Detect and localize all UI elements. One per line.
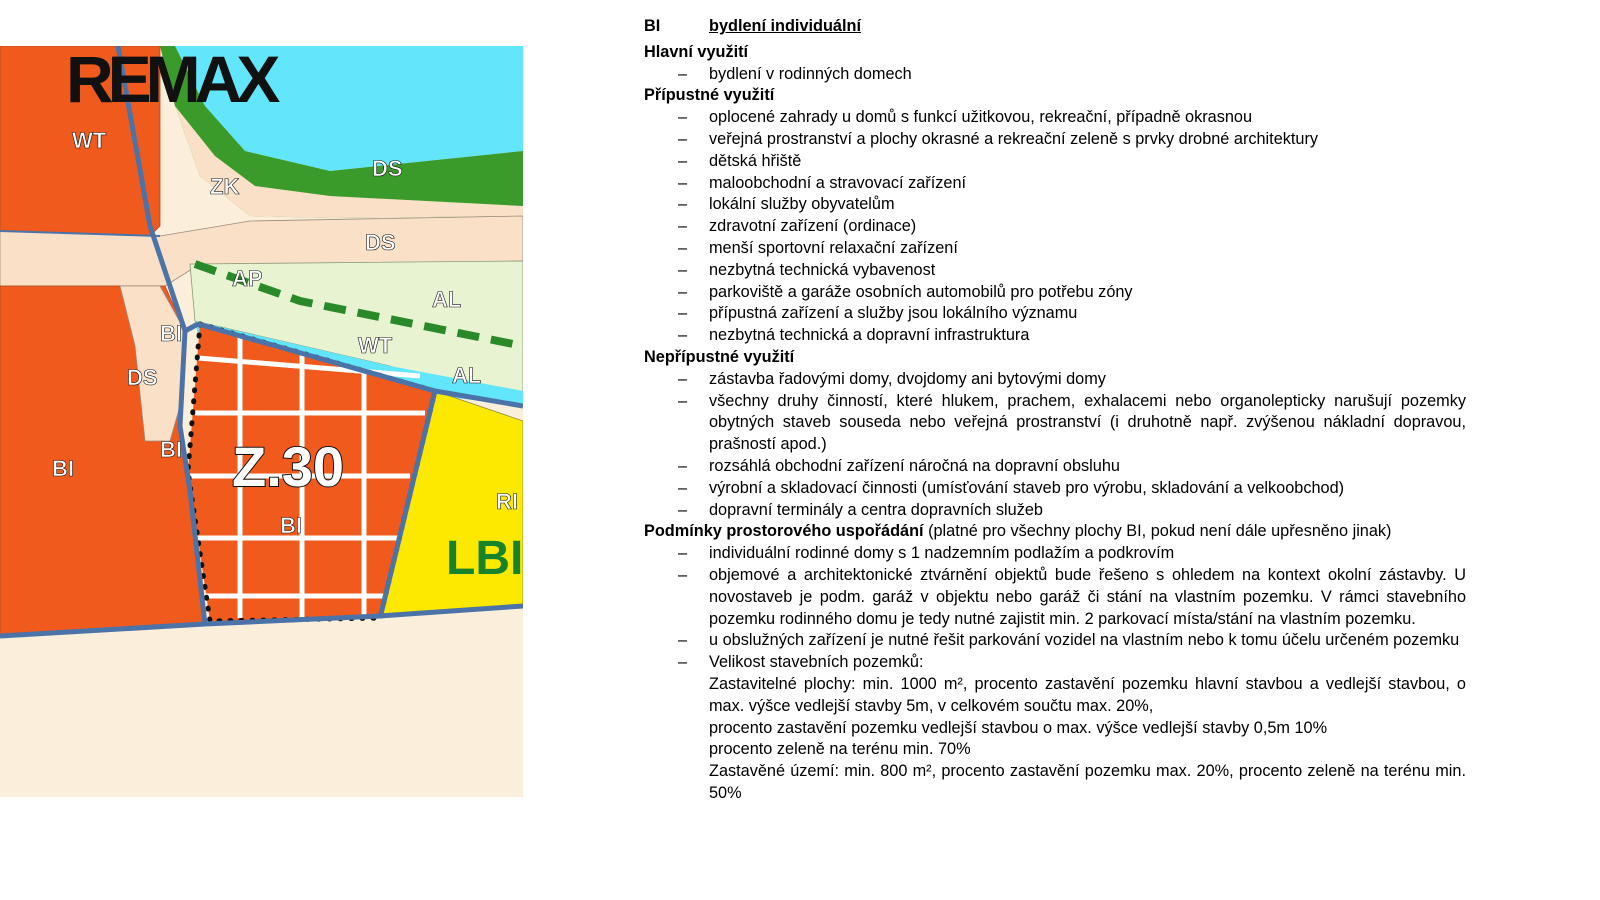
list-item — [644, 565, 1466, 630]
list-item — [644, 151, 1466, 173]
list-item-text: u obslužných zařízení je nutné řešit parkování vozidel na vlastním nebo k tomu účelu určeném pozemku — [709, 631, 1460, 650]
list-item — [644, 652, 1466, 805]
label-bi-center: BI — [280, 513, 302, 538]
dash-bullet: – — [678, 64, 688, 83]
list-item-text: zdravotní zařízení (ordinace) — [709, 217, 917, 236]
list-item — [644, 173, 1466, 195]
list-item — [644, 107, 1466, 129]
dash-bullet: – — [678, 544, 688, 563]
dash-bullet: – — [678, 238, 688, 257]
remax-logo: REMAX — [66, 46, 275, 116]
list-item — [644, 543, 1466, 565]
section-heading: Přípustné využití — [644, 86, 775, 105]
label-ds-mid: DS — [365, 230, 396, 255]
dash-bullet: – — [678, 653, 688, 672]
dash-bullet: – — [678, 195, 688, 214]
label-bi-far-left: BI — [52, 456, 74, 481]
label-ds-top: DS — [372, 156, 403, 181]
dash-bullet: – — [678, 565, 688, 584]
list-item — [644, 129, 1466, 151]
plot-size-line: Zastavěné území: min. 800 m², procento zastavění pozemku max. 20%, procento zeleně na terénu min. 50% — [709, 762, 1466, 802]
conditions-heading-text: Podmínky prostorového uspořádání — [644, 522, 924, 541]
list-item — [644, 456, 1466, 478]
dash-bullet: – — [678, 217, 688, 236]
plot-size-line: procento zastavění pozemku vedlejší stavbou o max. výšce vedlejší stavby 0,5m 10% — [709, 718, 1328, 737]
label-zk: ZK — [210, 174, 240, 199]
list-item-text: maloobchodní a stravovací zařízení — [709, 173, 967, 192]
list-item-text: výrobní a skladovací činnosti (umísťování staveb pro výrobu, skladování a velkoobchod) — [709, 478, 1345, 497]
list-item-text: individuální rodinné domy s 1 nadzemním podlažím a podkrovím — [709, 544, 1175, 563]
list-item — [644, 260, 1466, 282]
label-wt-mid: WT — [358, 333, 393, 358]
dash-bullet: – — [678, 260, 688, 279]
sections-container — [644, 42, 1466, 522]
list-item-text: lokální služby obyvatelům — [709, 195, 895, 214]
list-item — [644, 369, 1466, 391]
dash-bullet: – — [678, 326, 688, 345]
list-item-text: nezbytná technická a dopravní infrastruktura — [709, 326, 1030, 345]
list-item-text: přípustná zařízení a služby jsou lokálního významu — [709, 304, 1078, 323]
regulation-document — [644, 16, 1466, 805]
list-item — [644, 282, 1466, 304]
list-item — [644, 303, 1466, 325]
dash-bullet: – — [678, 391, 688, 410]
conditions-list — [644, 543, 1466, 805]
section-heading: Nepřípustné využití — [644, 347, 795, 366]
list-item-text: Velikost stavebních pozemků: — [709, 653, 924, 672]
document-title — [644, 16, 1466, 38]
label-ap: AP — [232, 266, 263, 291]
list-item-text: dopravní terminály a centra dopravních služeb — [709, 500, 1043, 519]
zone-id-label: Z.30 — [232, 435, 345, 498]
list-item-text: bydlení v rodinných domech — [709, 64, 912, 83]
list-item — [644, 194, 1466, 216]
dash-bullet: – — [678, 369, 688, 388]
list-item — [644, 216, 1466, 238]
list-item — [644, 500, 1466, 522]
zoning-map — [0, 46, 523, 797]
dash-bullet: – — [678, 108, 688, 127]
dash-bullet: – — [678, 456, 688, 475]
list-item-text: všechny druhy činností, které hlukem, prachem, exhalacemi nebo organolepticky narušují pozemky obytných staveb souseda nebo veřejná prostranství (i druhotně např. zvýšenou nákladní dopravou, prašností apod.) — [709, 391, 1466, 454]
list-item — [644, 238, 1466, 260]
list-item — [644, 391, 1466, 456]
list-item — [644, 325, 1466, 347]
label-ds-left: DS — [127, 365, 158, 390]
dash-bullet: – — [678, 173, 688, 192]
list-item — [644, 630, 1466, 652]
label-al-right: AL — [452, 363, 482, 388]
list-item-text: objemové a architektonické ztvárnění objektů bude řešeno s ohledem na kontext okolní zástavby. U novostaveb je podm. garáž v objektu nebo garáž či stání na vlastním pozemku. V rámci stavebního pozemku rodinného domu je tedy nutné zajistit min. 2 parkovací místa/stání na vlastním pozemku. — [709, 565, 1466, 628]
zoning-map-canvas — [0, 46, 523, 797]
conditions-heading — [644, 521, 1466, 543]
dash-bullet: – — [678, 151, 688, 170]
list-item — [644, 478, 1466, 500]
section-heading: Hlavní využití — [644, 42, 749, 61]
title-code: BI — [644, 17, 661, 35]
list-item-text: rozsáhlá obchodní zařízení náročná na dopravní obsluhu — [709, 456, 1120, 475]
dash-bullet: – — [678, 500, 688, 519]
dash-bullet: – — [678, 631, 688, 650]
label-wt-top: WT — [72, 128, 107, 153]
plot-size-line: procento zeleně na terénu min. 70% — [709, 740, 971, 759]
list-item-text: oplocené zahrady u domů s funkcí užitkovou, rekreační, případně okrasnou — [709, 108, 1253, 127]
list-item-text: veřejná prostranství a plochy okrasné a rekreační zeleně s prvky drobné architektury — [709, 129, 1319, 148]
label-al-top: AL — [432, 287, 462, 312]
plot-size-line: Zastavitelné plochy: min. 1000 m², procento zastavění pozemku hlavní stavbou a vedlejší stavbou, o max. výšce vedlejší stavby 5m, v celkovém součtu max. 20%, — [709, 674, 1466, 715]
dash-bullet: – — [678, 478, 688, 497]
list-item-text: parkoviště a garáže osobních automobilů pro potřebu zóny — [709, 282, 1133, 301]
conditions-note: (platné pro všechny plochy BI, pokud není dále upřesněno jinak) — [928, 522, 1392, 541]
section-list — [644, 369, 1466, 522]
label-lbi: LBI — [446, 532, 523, 585]
list-item-text: menší sportovní relaxační zařízení — [709, 238, 958, 257]
list-item-text: dětská hřiště — [709, 151, 802, 170]
section-list — [644, 107, 1466, 347]
label-ri: RI — [496, 489, 518, 514]
title-text: bydlení individuální — [709, 17, 861, 35]
dash-bullet: – — [678, 129, 688, 148]
list-item — [644, 64, 1466, 86]
dash-bullet: – — [678, 304, 688, 323]
label-bi-left-mid: BI — [160, 437, 182, 462]
label-bi-left-top: BI — [160, 321, 182, 346]
section-list — [644, 64, 1466, 86]
dash-bullet: – — [678, 282, 688, 301]
list-item-text: nezbytná technická vybavenost — [709, 260, 936, 279]
list-item-text: zástavba řadovými domy, dvojdomy ani bytovými domy — [709, 369, 1106, 388]
